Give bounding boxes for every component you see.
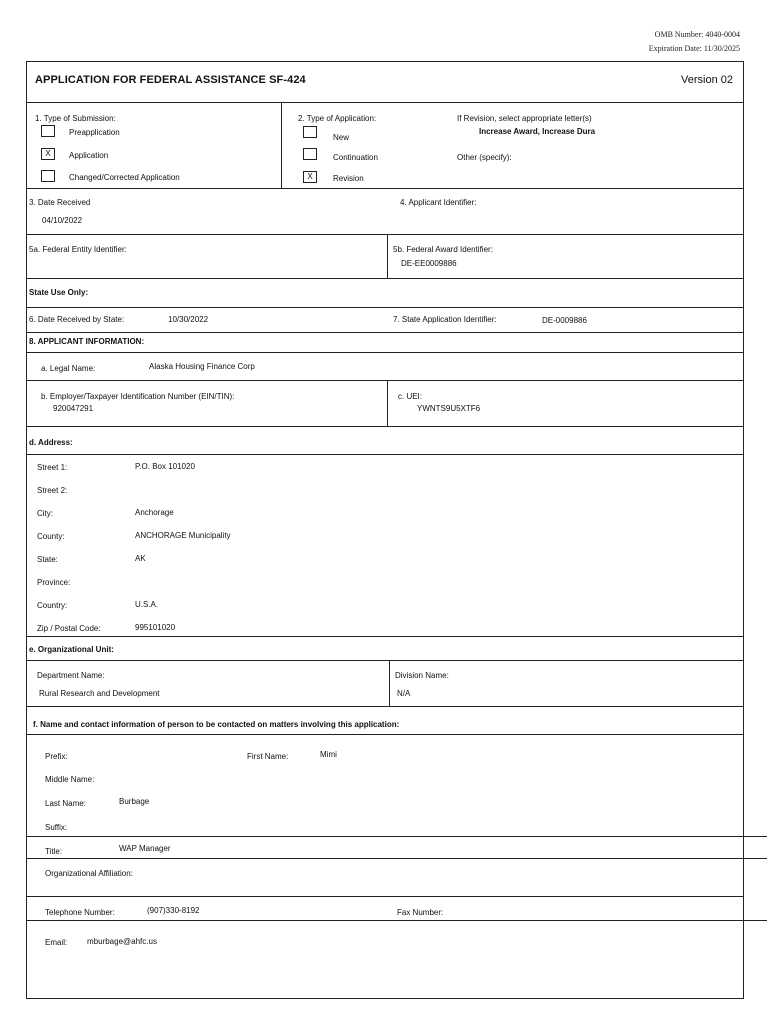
form-version: Version 02 <box>681 74 733 86</box>
state-use-label: State Use Only: <box>29 288 89 297</box>
state-app-id-value[interactable]: DE-0009886 <box>542 316 587 325</box>
submission-type-label: 1. Type of Submission: <box>35 114 116 123</box>
legal-name-value[interactable]: Alaska Housing Finance Corp <box>149 362 255 371</box>
fax-label: Fax Number: <box>397 908 444 917</box>
title-label: Title: <box>45 847 63 856</box>
country-label: Country: <box>37 601 68 610</box>
first-name-label: First Name: <box>247 752 289 761</box>
zip-value[interactable]: 995101020 <box>135 623 176 632</box>
street2-label: Street 2: <box>37 486 68 495</box>
revision-letter-value[interactable]: Increase Award, Increase Dura <box>479 127 596 136</box>
checkbox-preapplication[interactable] <box>41 125 55 137</box>
state-value[interactable]: AK <box>135 554 146 563</box>
division-label: Division Name: <box>395 671 449 680</box>
checkbox-revision[interactable]: X <box>303 171 317 183</box>
option-revision: Revision <box>333 174 364 183</box>
date-received-value[interactable]: 04/10/2022 <box>42 216 83 225</box>
city-label: City: <box>37 509 53 518</box>
address-heading: d. Address: <box>29 438 73 447</box>
revision-letter-label: If Revision, select appropriate letter(s) <box>457 114 592 123</box>
street1-label: Street 1: <box>37 463 68 472</box>
state-label: State: <box>37 555 58 564</box>
sf424-form <box>26 61 744 999</box>
option-changed-corrected: Changed/Corrected Application <box>69 173 180 182</box>
option-new: New <box>333 133 350 142</box>
email-value[interactable]: mburbage@ahfc.us <box>87 937 157 946</box>
zip-label: Zip / Postal Code: <box>37 624 101 633</box>
federal-entity-label: 5a. Federal Entity Identifier: <box>29 245 127 254</box>
email-label: Email: <box>45 938 68 947</box>
checkbox-changed-corrected[interactable] <box>41 170 55 182</box>
other-specify-label: Other (specify): <box>457 153 512 162</box>
applicant-info-heading: 8. APPLICANT INFORMATION: <box>29 337 145 346</box>
affiliation-label: Organizational Affiliation: <box>45 869 133 878</box>
last-name-label: Last Name: <box>45 799 86 808</box>
county-label: County: <box>37 532 65 541</box>
option-preapplication: Preapplication <box>69 128 120 137</box>
date-received-label: 3. Date Received <box>29 198 91 207</box>
contact-heading: f. Name and contact information of person to be contacted on matters involving this application: <box>33 720 400 729</box>
province-label: Province: <box>37 578 71 587</box>
division-value[interactable]: N/A <box>397 689 411 698</box>
federal-award-value[interactable]: DE-EE0009886 <box>401 259 457 268</box>
county-value[interactable]: ANCHORAGE Municipality <box>135 531 231 540</box>
option-application: Application <box>69 151 109 160</box>
street1-value[interactable]: P.O. Box 101020 <box>135 462 195 471</box>
prefix-label: Prefix: <box>45 752 68 761</box>
legal-name-label: a. Legal Name: <box>41 364 96 373</box>
checkbox-new[interactable] <box>303 126 317 138</box>
option-continuation: Continuation <box>333 153 378 162</box>
checkbox-continuation[interactable] <box>303 148 317 160</box>
uei-label: c. UEI: <box>398 392 423 401</box>
form-title: APPLICATION FOR FEDERAL ASSISTANCE SF-424 <box>35 74 306 86</box>
department-value[interactable]: Rural Research and Development <box>39 689 160 698</box>
ein-label: b. Employer/Taxpayer Identification Number (EIN/TIN): <box>41 392 235 401</box>
suffix-label: Suffix: <box>45 823 68 832</box>
org-unit-heading: e. Organizational Unit: <box>29 645 114 654</box>
application-type-label: 2. Type of Application: <box>298 114 377 123</box>
middle-name-label: Middle Name: <box>45 775 95 784</box>
title-value[interactable]: WAP Manager <box>119 844 171 853</box>
ein-value[interactable]: 920047291 <box>53 404 94 413</box>
telephone-label: Telephone Number: <box>45 908 115 917</box>
state-app-id-label: 7. State Application Identifier: <box>393 315 497 324</box>
omb-number: OMB Number: 4040-0004 <box>654 30 740 39</box>
country-value[interactable]: U.S.A. <box>135 600 159 609</box>
federal-award-label: 5b. Federal Award Identifier: <box>393 245 493 254</box>
expiration-date: Expiration Date: 11/30/2025 <box>648 44 740 53</box>
checkbox-application[interactable]: X <box>41 148 55 160</box>
department-label: Department Name: <box>37 671 105 680</box>
uei-value[interactable]: YWNTS9U5XTF6 <box>417 404 481 413</box>
first-name-value[interactable]: Mimi <box>320 750 337 759</box>
telephone-value[interactable]: (907)330-8192 <box>147 906 200 915</box>
last-name-value[interactable]: Burbage <box>119 797 150 806</box>
city-value[interactable]: Anchorage <box>135 508 174 517</box>
applicant-identifier-label: 4. Applicant Identifier: <box>400 198 477 207</box>
omb-info <box>649 28 740 56</box>
state-date-label: 6. Date Received by State: <box>29 315 125 324</box>
state-date-value[interactable]: 10/30/2022 <box>168 315 209 324</box>
